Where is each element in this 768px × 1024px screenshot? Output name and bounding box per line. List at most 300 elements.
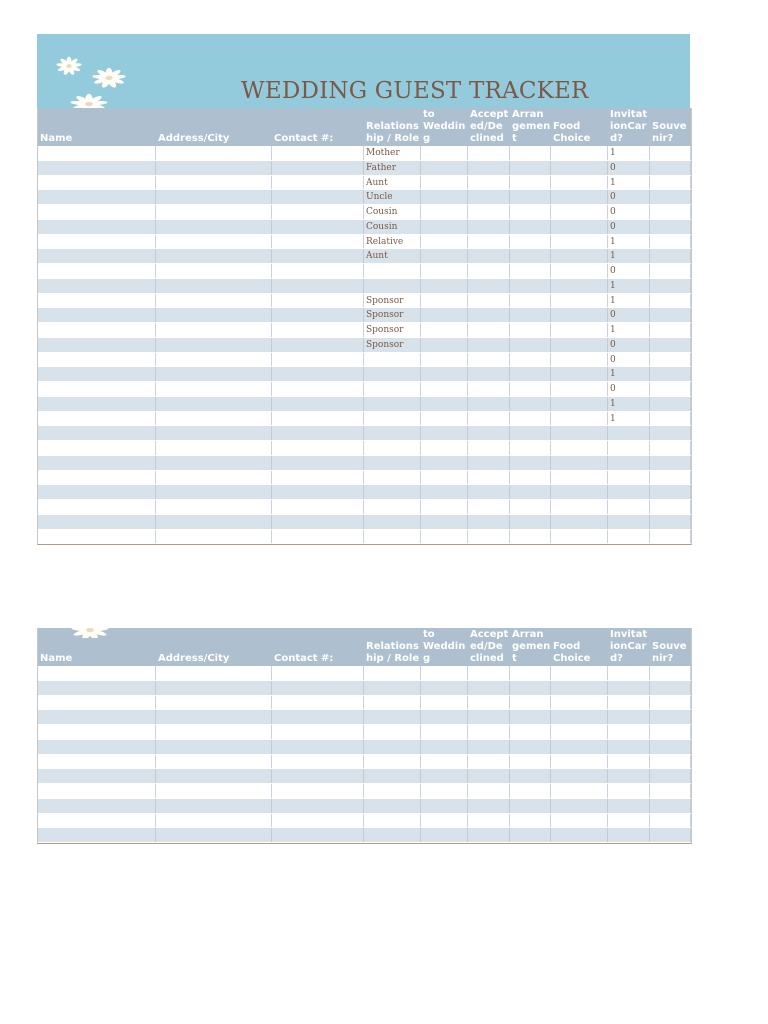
cell-arrangement[interactable] <box>510 220 551 234</box>
cell-food-choice[interactable] <box>551 161 608 175</box>
cell-address[interactable] <box>156 500 272 514</box>
cell-food-choice[interactable] <box>551 205 608 219</box>
cell-souvenir[interactable] <box>650 456 691 470</box>
cell-contact[interactable] <box>272 190 364 204</box>
cell-accepted[interactable] <box>468 279 510 293</box>
cell-name[interactable] <box>38 485 156 499</box>
cell-relationship[interactable] <box>364 382 421 396</box>
cell-to-wedding[interactable] <box>421 205 468 219</box>
cell-to-wedding[interactable] <box>421 441 468 455</box>
cell-arrangement[interactable] <box>510 264 551 278</box>
cell-relationship[interactable] <box>364 681 421 695</box>
cell-accepted[interactable] <box>468 471 510 485</box>
cell-address[interactable] <box>156 308 272 322</box>
cell-contact[interactable] <box>272 338 364 352</box>
cell-name[interactable] <box>38 264 156 278</box>
cell-food-choice[interactable] <box>551 353 608 367</box>
cell-invitation-card[interactable]: 1 <box>608 249 650 263</box>
cell-arrangement[interactable] <box>510 710 551 724</box>
cell-invitation-card[interactable] <box>608 681 650 695</box>
cell-souvenir[interactable] <box>650 710 691 724</box>
cell-to-wedding[interactable] <box>421 456 468 470</box>
cell-souvenir[interactable] <box>650 666 691 680</box>
cell-address[interactable] <box>156 485 272 499</box>
cell-name[interactable] <box>38 500 156 514</box>
cell-souvenir[interactable] <box>650 814 691 828</box>
cell-arrangement[interactable] <box>510 681 551 695</box>
cell-arrangement[interactable] <box>510 367 551 381</box>
cell-contact[interactable] <box>272 161 364 175</box>
cell-address[interactable] <box>156 681 272 695</box>
cell-food-choice[interactable] <box>551 456 608 470</box>
cell-relationship[interactable] <box>364 515 421 529</box>
cell-arrangement[interactable] <box>510 441 551 455</box>
cell-address[interactable] <box>156 740 272 754</box>
cell-contact[interactable] <box>272 769 364 783</box>
cell-relationship[interactable]: Sponsor <box>364 323 421 337</box>
cell-souvenir[interactable] <box>650 308 691 322</box>
cell-accepted[interactable] <box>468 828 510 842</box>
cell-arrangement[interactable] <box>510 397 551 411</box>
cell-name[interactable] <box>38 755 156 769</box>
cell-address[interactable] <box>156 530 272 544</box>
cell-accepted[interactable] <box>468 456 510 470</box>
cell-food-choice[interactable] <box>551 814 608 828</box>
cell-souvenir[interactable] <box>650 294 691 308</box>
cell-accepted[interactable] <box>468 161 510 175</box>
cell-contact[interactable] <box>272 382 364 396</box>
cell-invitation-card[interactable]: 1 <box>608 294 650 308</box>
cell-contact[interactable] <box>272 515 364 529</box>
cell-souvenir[interactable] <box>650 485 691 499</box>
cell-invitation-card[interactable] <box>608 441 650 455</box>
cell-contact[interactable] <box>272 456 364 470</box>
cell-souvenir[interactable] <box>650 176 691 190</box>
cell-invitation-card[interactable]: 1 <box>608 176 650 190</box>
cell-souvenir[interactable] <box>650 367 691 381</box>
cell-name[interactable] <box>38 190 156 204</box>
cell-arrangement[interactable] <box>510 666 551 680</box>
cell-contact[interactable] <box>272 799 364 813</box>
cell-contact[interactable] <box>272 353 364 367</box>
cell-name[interactable] <box>38 441 156 455</box>
cell-arrangement[interactable] <box>510 235 551 249</box>
cell-to-wedding[interactable] <box>421 338 468 352</box>
cell-invitation-card[interactable]: 0 <box>608 161 650 175</box>
cell-food-choice[interactable] <box>551 471 608 485</box>
cell-invitation-card[interactable] <box>608 530 650 544</box>
cell-souvenir[interactable] <box>650 190 691 204</box>
cell-contact[interactable] <box>272 710 364 724</box>
cell-to-wedding[interactable] <box>421 666 468 680</box>
cell-name[interactable] <box>38 397 156 411</box>
cell-accepted[interactable] <box>468 382 510 396</box>
cell-invitation-card[interactable]: 1 <box>608 412 650 426</box>
cell-arrangement[interactable] <box>510 814 551 828</box>
cell-arrangement[interactable] <box>510 471 551 485</box>
cell-food-choice[interactable] <box>551 681 608 695</box>
cell-address[interactable] <box>156 515 272 529</box>
cell-invitation-card[interactable]: 0 <box>608 205 650 219</box>
cell-souvenir[interactable] <box>650 235 691 249</box>
cell-relationship[interactable] <box>364 500 421 514</box>
cell-relationship[interactable]: Aunt <box>364 176 421 190</box>
cell-souvenir[interactable] <box>650 397 691 411</box>
cell-to-wedding[interactable] <box>421 681 468 695</box>
cell-contact[interactable] <box>272 666 364 680</box>
cell-arrangement[interactable] <box>510 249 551 263</box>
cell-address[interactable] <box>156 161 272 175</box>
cell-souvenir[interactable] <box>650 338 691 352</box>
cell-food-choice[interactable] <box>551 323 608 337</box>
cell-address[interactable] <box>156 814 272 828</box>
cell-accepted[interactable] <box>468 666 510 680</box>
cell-name[interactable] <box>38 205 156 219</box>
cell-food-choice[interactable] <box>551 338 608 352</box>
cell-contact[interactable] <box>272 681 364 695</box>
cell-contact[interactable] <box>272 279 364 293</box>
cell-invitation-card[interactable] <box>608 769 650 783</box>
cell-invitation-card[interactable] <box>608 784 650 798</box>
cell-address[interactable] <box>156 294 272 308</box>
cell-food-choice[interactable] <box>551 710 608 724</box>
cell-name[interactable] <box>38 828 156 842</box>
cell-arrangement[interactable] <box>510 382 551 396</box>
cell-food-choice[interactable] <box>551 176 608 190</box>
cell-invitation-card[interactable]: 0 <box>608 190 650 204</box>
cell-souvenir[interactable] <box>650 146 691 160</box>
cell-food-choice[interactable] <box>551 367 608 381</box>
cell-relationship[interactable]: Sponsor <box>364 338 421 352</box>
cell-food-choice[interactable] <box>551 308 608 322</box>
cell-relationship[interactable] <box>364 769 421 783</box>
cell-to-wedding[interactable] <box>421 485 468 499</box>
cell-contact[interactable] <box>272 696 364 710</box>
cell-address[interactable] <box>156 666 272 680</box>
cell-contact[interactable] <box>272 220 364 234</box>
cell-souvenir[interactable] <box>650 249 691 263</box>
cell-relationship[interactable] <box>364 710 421 724</box>
cell-name[interactable] <box>38 666 156 680</box>
cell-food-choice[interactable] <box>551 799 608 813</box>
cell-name[interactable] <box>38 279 156 293</box>
cell-food-choice[interactable] <box>551 769 608 783</box>
cell-name[interactable] <box>38 249 156 263</box>
cell-accepted[interactable] <box>468 740 510 754</box>
cell-arrangement[interactable] <box>510 353 551 367</box>
cell-souvenir[interactable] <box>650 264 691 278</box>
cell-arrangement[interactable] <box>510 456 551 470</box>
cell-contact[interactable] <box>272 146 364 160</box>
cell-arrangement[interactable] <box>510 725 551 739</box>
cell-to-wedding[interactable] <box>421 725 468 739</box>
cell-accepted[interactable] <box>468 220 510 234</box>
cell-name[interactable] <box>38 681 156 695</box>
cell-address[interactable] <box>156 338 272 352</box>
cell-name[interactable] <box>38 769 156 783</box>
cell-to-wedding[interactable] <box>421 220 468 234</box>
cell-invitation-card[interactable]: 0 <box>608 382 650 396</box>
cell-contact[interactable] <box>272 426 364 440</box>
cell-arrangement[interactable] <box>510 294 551 308</box>
cell-arrangement[interactable] <box>510 485 551 499</box>
cell-address[interactable] <box>156 412 272 426</box>
cell-address[interactable] <box>156 725 272 739</box>
cell-address[interactable] <box>156 456 272 470</box>
cell-to-wedding[interactable] <box>421 412 468 426</box>
cell-relationship[interactable] <box>364 784 421 798</box>
cell-to-wedding[interactable] <box>421 353 468 367</box>
cell-arrangement[interactable] <box>510 190 551 204</box>
cell-souvenir[interactable] <box>650 769 691 783</box>
cell-relationship[interactable] <box>364 696 421 710</box>
cell-invitation-card[interactable] <box>608 456 650 470</box>
cell-contact[interactable] <box>272 294 364 308</box>
cell-contact[interactable] <box>272 264 364 278</box>
cell-food-choice[interactable] <box>551 755 608 769</box>
cell-souvenir[interactable] <box>650 353 691 367</box>
cell-arrangement[interactable] <box>510 323 551 337</box>
cell-invitation-card[interactable] <box>608 725 650 739</box>
cell-address[interactable] <box>156 397 272 411</box>
cell-accepted[interactable] <box>468 367 510 381</box>
cell-relationship[interactable]: Cousin <box>364 220 421 234</box>
cell-souvenir[interactable] <box>650 725 691 739</box>
cell-accepted[interactable] <box>468 725 510 739</box>
cell-address[interactable] <box>156 696 272 710</box>
cell-name[interactable] <box>38 367 156 381</box>
cell-contact[interactable] <box>272 441 364 455</box>
cell-relationship[interactable]: Father <box>364 161 421 175</box>
cell-name[interactable] <box>38 725 156 739</box>
cell-address[interactable] <box>156 146 272 160</box>
cell-relationship[interactable] <box>364 740 421 754</box>
cell-relationship[interactable]: Sponsor <box>364 294 421 308</box>
cell-relationship[interactable]: Sponsor <box>364 308 421 322</box>
cell-arrangement[interactable] <box>510 338 551 352</box>
cell-souvenir[interactable] <box>650 799 691 813</box>
cell-invitation-card[interactable] <box>608 500 650 514</box>
cell-relationship[interactable]: Cousin <box>364 205 421 219</box>
cell-relationship[interactable] <box>364 426 421 440</box>
cell-accepted[interactable] <box>468 190 510 204</box>
cell-name[interactable] <box>38 353 156 367</box>
cell-to-wedding[interactable] <box>421 323 468 337</box>
cell-accepted[interactable] <box>468 412 510 426</box>
cell-arrangement[interactable] <box>510 176 551 190</box>
cell-invitation-card[interactable]: 1 <box>608 279 650 293</box>
cell-accepted[interactable] <box>468 397 510 411</box>
cell-accepted[interactable] <box>468 500 510 514</box>
cell-address[interactable] <box>156 471 272 485</box>
cell-to-wedding[interactable] <box>421 696 468 710</box>
cell-invitation-card[interactable] <box>608 515 650 529</box>
cell-food-choice[interactable] <box>551 264 608 278</box>
cell-relationship[interactable] <box>364 367 421 381</box>
cell-to-wedding[interactable] <box>421 294 468 308</box>
cell-accepted[interactable] <box>468 696 510 710</box>
cell-accepted[interactable] <box>468 205 510 219</box>
cell-invitation-card[interactable] <box>608 426 650 440</box>
cell-contact[interactable] <box>272 323 364 337</box>
cell-to-wedding[interactable] <box>421 190 468 204</box>
cell-address[interactable] <box>156 353 272 367</box>
cell-food-choice[interactable] <box>551 412 608 426</box>
cell-address[interactable] <box>156 799 272 813</box>
cell-contact[interactable] <box>272 755 364 769</box>
cell-address[interactable] <box>156 235 272 249</box>
cell-invitation-card[interactable] <box>608 666 650 680</box>
cell-arrangement[interactable] <box>510 799 551 813</box>
cell-relationship[interactable]: Aunt <box>364 249 421 263</box>
cell-contact[interactable] <box>272 500 364 514</box>
cell-arrangement[interactable] <box>510 426 551 440</box>
cell-accepted[interactable] <box>468 814 510 828</box>
cell-relationship[interactable] <box>364 828 421 842</box>
cell-accepted[interactable] <box>468 338 510 352</box>
cell-contact[interactable] <box>272 725 364 739</box>
cell-to-wedding[interactable] <box>421 279 468 293</box>
cell-accepted[interactable] <box>468 264 510 278</box>
cell-arrangement[interactable] <box>510 755 551 769</box>
cell-contact[interactable] <box>272 235 364 249</box>
cell-invitation-card[interactable]: 0 <box>608 353 650 367</box>
cell-invitation-card[interactable]: 1 <box>608 146 650 160</box>
cell-name[interactable] <box>38 710 156 724</box>
cell-relationship[interactable] <box>364 485 421 499</box>
cell-food-choice[interactable] <box>551 530 608 544</box>
cell-invitation-card[interactable] <box>608 710 650 724</box>
cell-food-choice[interactable] <box>551 249 608 263</box>
cell-address[interactable] <box>156 323 272 337</box>
cell-souvenir[interactable] <box>650 828 691 842</box>
cell-accepted[interactable] <box>468 710 510 724</box>
cell-accepted[interactable] <box>468 294 510 308</box>
cell-address[interactable] <box>156 176 272 190</box>
cell-to-wedding[interactable] <box>421 161 468 175</box>
cell-relationship[interactable]: Uncle <box>364 190 421 204</box>
cell-food-choice[interactable] <box>551 279 608 293</box>
cell-name[interactable] <box>38 308 156 322</box>
cell-arrangement[interactable] <box>510 279 551 293</box>
cell-name[interactable] <box>38 176 156 190</box>
cell-contact[interactable] <box>272 249 364 263</box>
cell-name[interactable] <box>38 338 156 352</box>
cell-relationship[interactable] <box>364 397 421 411</box>
cell-accepted[interactable] <box>468 235 510 249</box>
cell-contact[interactable] <box>272 784 364 798</box>
cell-souvenir[interactable] <box>650 696 691 710</box>
cell-souvenir[interactable] <box>650 740 691 754</box>
cell-address[interactable] <box>156 426 272 440</box>
cell-to-wedding[interactable] <box>421 471 468 485</box>
cell-relationship[interactable] <box>364 279 421 293</box>
cell-to-wedding[interactable] <box>421 249 468 263</box>
cell-name[interactable] <box>38 412 156 426</box>
cell-address[interactable] <box>156 755 272 769</box>
cell-address[interactable] <box>156 828 272 842</box>
cell-invitation-card[interactable] <box>608 485 650 499</box>
cell-to-wedding[interactable] <box>421 382 468 396</box>
cell-food-choice[interactable] <box>551 190 608 204</box>
cell-souvenir[interactable] <box>650 220 691 234</box>
cell-arrangement[interactable] <box>510 161 551 175</box>
cell-souvenir[interactable] <box>650 681 691 695</box>
cell-accepted[interactable] <box>468 176 510 190</box>
cell-invitation-card[interactable] <box>608 799 650 813</box>
cell-food-choice[interactable] <box>551 515 608 529</box>
cell-address[interactable] <box>156 190 272 204</box>
cell-arrangement[interactable] <box>510 146 551 160</box>
cell-relationship[interactable] <box>364 471 421 485</box>
cell-address[interactable] <box>156 710 272 724</box>
cell-invitation-card[interactable]: 1 <box>608 235 650 249</box>
cell-address[interactable] <box>156 205 272 219</box>
cell-food-choice[interactable] <box>551 696 608 710</box>
cell-contact[interactable] <box>272 367 364 381</box>
cell-souvenir[interactable] <box>650 515 691 529</box>
cell-food-choice[interactable] <box>551 294 608 308</box>
cell-souvenir[interactable] <box>650 471 691 485</box>
cell-invitation-card[interactable]: 0 <box>608 264 650 278</box>
cell-contact[interactable] <box>272 828 364 842</box>
cell-contact[interactable] <box>272 485 364 499</box>
cell-name[interactable] <box>38 799 156 813</box>
cell-to-wedding[interactable] <box>421 176 468 190</box>
cell-name[interactable] <box>38 456 156 470</box>
cell-to-wedding[interactable] <box>421 814 468 828</box>
cell-food-choice[interactable] <box>551 725 608 739</box>
cell-name[interactable] <box>38 235 156 249</box>
cell-relationship[interactable] <box>364 456 421 470</box>
cell-invitation-card[interactable]: 1 <box>608 397 650 411</box>
cell-invitation-card[interactable]: 1 <box>608 323 650 337</box>
cell-arrangement[interactable] <box>510 784 551 798</box>
cell-accepted[interactable] <box>468 249 510 263</box>
cell-arrangement[interactable] <box>510 740 551 754</box>
cell-relationship[interactable] <box>364 353 421 367</box>
cell-to-wedding[interactable] <box>421 740 468 754</box>
cell-relationship[interactable] <box>364 755 421 769</box>
cell-food-choice[interactable] <box>551 784 608 798</box>
cell-contact[interactable] <box>272 740 364 754</box>
cell-to-wedding[interactable] <box>421 799 468 813</box>
cell-contact[interactable] <box>272 412 364 426</box>
cell-name[interactable] <box>38 696 156 710</box>
cell-to-wedding[interactable] <box>421 146 468 160</box>
cell-accepted[interactable] <box>468 323 510 337</box>
cell-address[interactable] <box>156 367 272 381</box>
cell-to-wedding[interactable] <box>421 308 468 322</box>
cell-name[interactable] <box>38 382 156 396</box>
cell-food-choice[interactable] <box>551 382 608 396</box>
cell-relationship[interactable] <box>364 264 421 278</box>
cell-relationship[interactable]: Relative <box>364 235 421 249</box>
cell-accepted[interactable] <box>468 353 510 367</box>
cell-contact[interactable] <box>272 530 364 544</box>
cell-name[interactable] <box>38 146 156 160</box>
cell-food-choice[interactable] <box>551 397 608 411</box>
cell-invitation-card[interactable] <box>608 828 650 842</box>
cell-accepted[interactable] <box>468 681 510 695</box>
cell-souvenir[interactable] <box>650 530 691 544</box>
cell-to-wedding[interactable] <box>421 784 468 798</box>
cell-accepted[interactable] <box>468 530 510 544</box>
cell-invitation-card[interactable]: 0 <box>608 220 650 234</box>
cell-food-choice[interactable] <box>551 146 608 160</box>
cell-souvenir[interactable] <box>650 279 691 293</box>
cell-address[interactable] <box>156 249 272 263</box>
